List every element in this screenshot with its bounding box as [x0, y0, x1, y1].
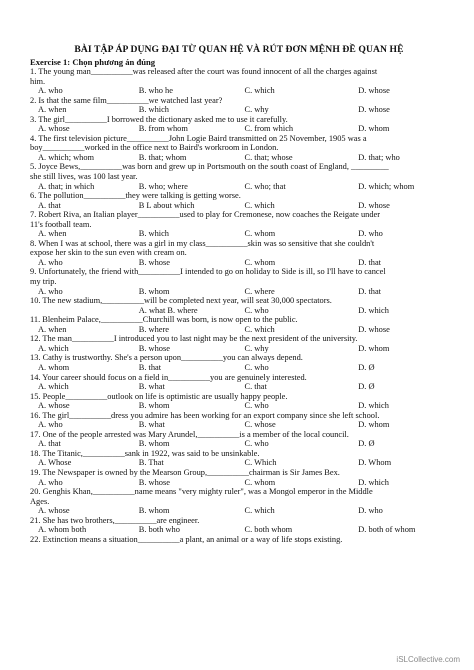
question-text: 8. When I was at school, there was a girl in my class__________skin was so sensitive that she couldn't — [30, 238, 375, 248]
answer-option[interactable]: A. which — [38, 343, 69, 353]
question-item — [30, 353, 448, 372]
answer-option[interactable]: B. whom — [138, 439, 170, 449]
answer-option[interactable]: D. that — [358, 257, 381, 267]
answer-option[interactable]: D. whose — [358, 324, 390, 334]
question-text: 22. Extinction means a situation__________a plant, an animal or a way of life stops existing. — [30, 534, 343, 544]
answer-options — [30, 363, 448, 373]
answer-option[interactable]: D. whose — [358, 200, 390, 210]
answer-option[interactable]: A. who — [38, 286, 63, 296]
answer-option[interactable]: B. who; where — [138, 181, 188, 191]
answer-option[interactable]: D. whose — [358, 105, 390, 115]
question-text: 20. Genghis Khan,__________name means "very mighty ruler", was a Mongol emperor in the Middle — [30, 487, 373, 497]
question-text: boy__________worked in the office next to Baird's workroom in London. — [30, 143, 279, 153]
answer-option[interactable]: D. whom — [358, 420, 390, 430]
answer-option[interactable]: A. whose — [38, 401, 70, 411]
question-item — [30, 411, 448, 430]
answer-option[interactable]: D. that — [358, 286, 381, 296]
question-text: 9. Unfortunately, the friend with__________I intended to go on holiday to Side is ill, so I'll have to cancel — [30, 267, 386, 277]
question-text: 21. She has two brothers,__________are engineer. — [30, 515, 200, 525]
answer-option[interactable]: C. which — [244, 324, 275, 334]
answer-option[interactable]: B. whose — [138, 477, 170, 487]
answer-option[interactable]: C. that; whose — [244, 152, 293, 162]
answer-option[interactable]: C. whom — [244, 257, 276, 267]
answer-option[interactable]: B. whose — [138, 343, 170, 353]
question-item — [30, 162, 448, 191]
answer-option[interactable]: B. whom — [138, 401, 170, 411]
question-text: 13. Cathy is trustworthy. She's a person upon__________you can always depend. — [30, 353, 303, 363]
question-item — [30, 67, 448, 96]
question-item — [30, 487, 448, 516]
question-text: my trip. — [30, 277, 57, 287]
question-item — [30, 296, 448, 315]
answer-option[interactable]: A. who — [38, 257, 63, 267]
answer-option[interactable]: B. which — [138, 229, 169, 239]
answer-option[interactable]: B. both who — [138, 525, 180, 535]
answer-option[interactable]: D. which — [358, 305, 389, 315]
answer-option[interactable]: D. Ø — [358, 382, 375, 392]
answer-option[interactable]: B. that; whom — [138, 152, 187, 162]
question-text: 6. The pollution__________they were talking is getting worse. — [30, 191, 241, 201]
answer-option[interactable]: C. Which — [244, 458, 277, 468]
question-item — [30, 468, 448, 487]
question-text: Ages. — [30, 496, 50, 506]
question-item — [30, 267, 448, 296]
answer-option[interactable]: B. where — [138, 324, 169, 334]
question-text: 1. The young man__________was released after the court was found innocent of all the charges against — [30, 67, 378, 76]
answer-option[interactable]: B. from whom — [138, 124, 188, 134]
answer-option[interactable]: D. who — [358, 229, 383, 239]
answer-option[interactable]: B. whose — [138, 257, 170, 267]
answer-option[interactable]: B. whom — [138, 506, 170, 516]
question-item — [30, 334, 448, 353]
question-text: 5. Joyce Bews,__________was born and grew up in Portsmouth on the south coast of England, _________ — [30, 162, 389, 172]
answer-option[interactable]: C. which — [244, 86, 275, 96]
answer-option[interactable]: C. that — [244, 382, 267, 392]
answer-option[interactable]: A. Whose — [38, 458, 72, 468]
question-text: 17. One of the people arrested was Mary Arundel,__________is a member of the local council. — [30, 429, 349, 439]
answer-option[interactable]: B. That — [138, 458, 164, 468]
answer-option[interactable]: A. who — [38, 86, 63, 96]
answer-option[interactable]: D. that; who — [358, 152, 400, 162]
answer-option[interactable]: C. who — [244, 439, 269, 449]
answer-option[interactable]: B. what — [138, 382, 165, 392]
answer-option[interactable]: A. when — [38, 105, 67, 115]
answer-options — [30, 344, 448, 354]
answer-option[interactable]: D. Whom — [358, 458, 392, 468]
answer-option[interactable]: A. who — [38, 420, 63, 430]
answer-option[interactable]: B L about which — [138, 200, 195, 210]
answer-option[interactable]: C. from which — [244, 124, 294, 134]
question-item — [30, 373, 448, 392]
answer-option[interactable]: B. that — [138, 362, 162, 372]
answer-option[interactable]: D. who — [358, 506, 383, 516]
answer-option[interactable]: A. whom both — [38, 525, 87, 535]
question-item — [30, 535, 448, 545]
question-text: 19. The Newspaper is owned by the Mearson Group,__________chairman is Sir James Bex. — [30, 467, 340, 477]
answer-option[interactable]: A. that — [38, 439, 61, 449]
answer-option[interactable]: D. which — [358, 477, 389, 487]
answer-option[interactable]: D. Ø — [358, 439, 375, 449]
question-text: 2. Is that the same film__________we watched last year? — [30, 95, 223, 105]
question-text: 12. The man__________I introduced you to last night may be the next president of the university. — [30, 334, 358, 344]
answer-option[interactable] — [38, 306, 139, 316]
answer-option[interactable]: A. which; whom — [38, 152, 95, 162]
answer-option[interactable]: A. whom — [38, 362, 70, 372]
answer-options — [30, 105, 448, 115]
answer-option[interactable]: D. which; whom — [358, 181, 415, 191]
answer-options — [30, 401, 448, 411]
answer-options — [30, 258, 448, 268]
answer-options — [30, 525, 448, 535]
answer-option[interactable]: C. who; that — [244, 181, 286, 191]
exercise-heading: Exercise 1: Chọn phương án đúng — [30, 57, 156, 67]
answer-option[interactable]: D. Ø — [358, 362, 375, 372]
answer-options — [30, 306, 448, 316]
answer-options — [30, 201, 448, 211]
answer-options — [30, 153, 448, 163]
question-item — [30, 210, 448, 239]
answer-option[interactable]: A. whose — [38, 124, 70, 134]
question-text: 14. Your career should focus on a field in__________you are genuinely interested. — [30, 372, 307, 382]
answer-options — [30, 182, 448, 192]
question-item — [30, 315, 448, 334]
question-item — [30, 516, 448, 535]
answer-option[interactable]: A. whose — [38, 506, 70, 516]
question-text: 11's football team. — [30, 219, 92, 229]
question-text: 15. People__________outlook on life is optimistic are usually happy people. — [30, 391, 288, 401]
question-text: 11. Blenheim Palace,__________Churchill was born, is now open to the public. — [30, 315, 298, 325]
answer-option[interactable]: D. whom — [358, 124, 390, 134]
worksheet-title: BÀI TẬP ÁP DỤNG ĐẠI TỪ QUAN HỆ VÀ RÚT ĐƠN MỆNH ĐỀ QUAN HỆ — [74, 44, 404, 55]
answer-option[interactable]: C. whom — [244, 229, 276, 239]
question-item — [30, 392, 448, 411]
answer-option[interactable]: C. who — [244, 305, 269, 315]
answer-option[interactable]: A. which — [38, 382, 69, 392]
answer-option[interactable]: C. who — [244, 401, 269, 411]
answer-option[interactable]: C. who — [244, 362, 269, 372]
answer-options — [30, 229, 448, 239]
question-text: 4. The first television picture__________John Logie Baird transmitted on 25 November, 1905 was a — [30, 133, 367, 143]
question-text: 10. The new stadium,__________will be completed next year, will seat 30,000 spectators. — [30, 296, 332, 306]
answer-option[interactable]: B. what — [138, 420, 165, 430]
answer-option[interactable]: C. where — [244, 286, 275, 296]
question-item — [30, 115, 448, 134]
question-item — [30, 191, 448, 210]
answer-option[interactable]: A. that; in which — [38, 181, 95, 191]
answer-option[interactable]: D. whom — [358, 343, 390, 353]
answer-option[interactable]: A. who — [38, 477, 63, 487]
answer-options — [30, 325, 448, 335]
answer-option[interactable]: B. who he — [138, 86, 173, 96]
question-item — [30, 449, 448, 468]
question-list — [30, 67, 448, 544]
answer-options — [30, 478, 448, 488]
question-text: 7. Robert Riva, an Italian player__________used to play for Cremonese, now coaches the Reigate under — [30, 210, 381, 220]
answer-options — [30, 124, 448, 134]
answer-option[interactable]: C. whose — [244, 420, 276, 430]
answer-options — [30, 86, 448, 96]
answer-option[interactable]: C. why — [244, 105, 269, 115]
answer-option[interactable]: C. why — [244, 343, 269, 353]
question-text: expose her skin to the sun even with cream on. — [30, 248, 187, 258]
answer-option[interactable]: A. what B. where — [138, 305, 198, 315]
answer-option[interactable]: C. whom — [244, 477, 276, 487]
question-item — [30, 430, 448, 449]
answer-option[interactable]: C. which — [244, 506, 275, 516]
question-text: 18. The Titanic,__________sank in 1922, was said to be unsinkable. — [30, 448, 260, 458]
answer-options — [30, 382, 448, 392]
question-item — [30, 239, 448, 268]
answer-option[interactable]: D. both of whom — [358, 525, 416, 535]
answer-option[interactable]: A. when — [38, 229, 67, 239]
answer-option[interactable]: B. whom — [138, 286, 170, 296]
answer-option[interactable]: A. when — [38, 324, 67, 334]
question-text: him. — [30, 76, 46, 86]
question-item — [30, 134, 448, 163]
answer-option[interactable]: D. whose — [358, 86, 390, 96]
question-text: she still lives, was 100 last year. — [30, 172, 138, 182]
question-item — [30, 96, 448, 115]
answer-option[interactable]: A. that — [38, 200, 61, 210]
answer-option[interactable]: C. both whom — [244, 525, 293, 535]
answer-options — [30, 420, 448, 430]
question-text: 3. The girl__________I borrowed the dictionary asked me to use it carefully. — [30, 114, 288, 124]
question-text: 16. The girl__________dress you admire has been working for an export company since she left school. — [30, 410, 380, 420]
answer-options — [30, 287, 448, 297]
answer-options — [30, 458, 448, 468]
answer-options — [30, 439, 448, 449]
answer-option[interactable]: C. which — [244, 200, 275, 210]
answer-option[interactable]: B. which — [138, 105, 169, 115]
answer-options — [30, 506, 448, 516]
answer-option[interactable]: D. which — [358, 401, 389, 411]
site-watermark: iSLCollective.com — [396, 655, 460, 664]
